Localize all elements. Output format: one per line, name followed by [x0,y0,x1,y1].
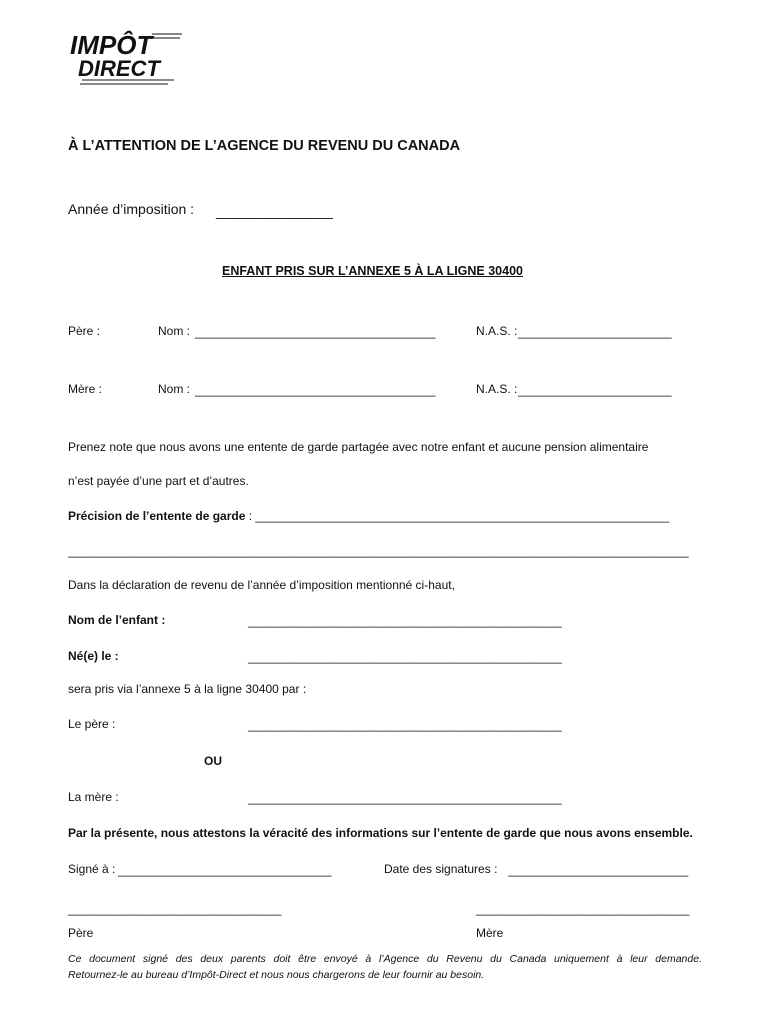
mother-claim-label: La mère : [68,790,119,804]
footer-note [68,951,702,983]
agreement-line-1: Prenez note que nous avons une entente de garde partagée avec notre enfant et aucune pension alimentaire [68,440,649,454]
mother-label: Mère : [68,382,103,396]
precision-field-continued[interactable]: _____________________________________________________________________________________________ [68,544,689,558]
logo-text-bottom: DIRECT [78,56,160,81]
section-title: ENFANT PRIS SUR L’ANNEXE 5 À LA LIGNE 30400 [222,264,523,278]
mother-signature-field[interactable]: ________________________________ [476,902,690,916]
child-name-field[interactable]: _______________________________________________ [248,614,562,628]
precision-row [68,509,669,523]
father-claim-field[interactable]: _______________________________________________ [248,718,562,732]
father-name-label: Nom : [158,324,191,338]
logo-graphic [68,28,184,90]
born-field[interactable]: _______________________________________________ [248,650,562,664]
agreement-line-2: n’est payée d’une part et d’autres. [68,474,249,488]
signature-date-label: Date des signatures : [384,862,498,876]
claimed-by-text: sera pris via l’annexe 5 à la ligne 30400 par : [68,682,307,696]
logo-text-top: IMPÔT [70,30,153,60]
mother-name-label: Nom : [158,382,191,396]
father-signature-caption: Père [68,926,94,940]
mother-name-field[interactable]: ____________________________________ [195,383,436,397]
impot-direct-logo [68,28,184,90]
father-label: Père : [68,324,101,338]
father-sin-label: N.A.S. : [476,324,518,338]
signature-date-field[interactable]: ___________________________ [508,863,689,877]
footer-note-line-2: Retournez-le au bureau d’Impôt-Direct et nous nous chargerons de leur fournir au besoin. [68,969,485,981]
father-name-field[interactable]: ____________________________________ [195,325,436,339]
signed-at-label: Signé à : [68,862,116,876]
attestation-text: Par la présente, nous attestons la véracité des informations sur l’entente de garde que nous avons ensemble. [68,826,693,840]
signed-at-field[interactable]: ________________________________ [118,863,332,877]
declaration-intro: Dans la déclaration de revenu de l’année d’imposition mentionné ci-haut, [68,578,455,592]
footer-note-line-1: Ce document signé des deux parents doit être envoyé à l’Agence du Revenu du Canada uniquement à leur demande. [68,953,702,965]
child-name-label: Nom de l’enfant : [68,613,166,627]
mother-signature-caption: Mère [476,926,504,940]
mother-sin-field[interactable]: _______________________ [518,383,672,397]
born-label: Né(e) le : [68,649,119,663]
mother-claim-field[interactable]: _______________________________________________ [248,791,562,805]
father-signature-field[interactable]: ________________________________ [68,902,282,916]
precision-field[interactable]: ______________________________________________________________ [255,509,670,523]
father-claim-label: Le père : [68,717,116,731]
mother-sin-label: N.A.S. : [476,382,518,396]
tax-year-label: Année d’imposition : [68,201,195,217]
precision-colon: : [245,509,256,523]
or-separator: OU [204,754,222,768]
tax-year-field[interactable]: _______________ [216,203,333,219]
precision-label: Précision de l’entente de garde [68,509,246,523]
father-sin-field[interactable]: _______________________ [518,325,672,339]
attention-heading: À L’ATTENTION DE L’AGENCE DU REVENU DU CANADA [68,138,461,154]
